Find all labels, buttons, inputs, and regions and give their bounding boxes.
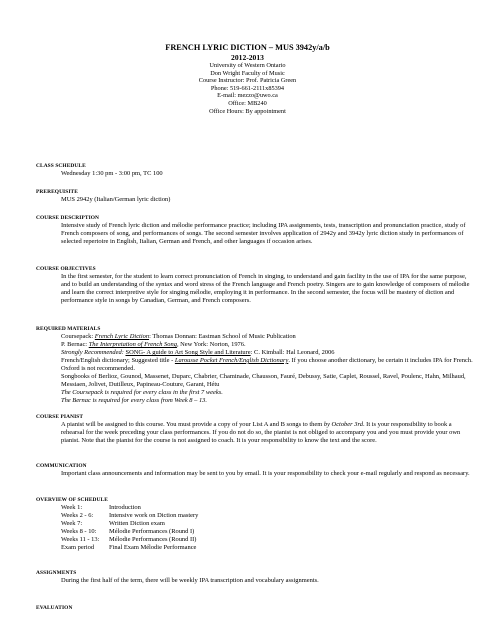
communication-heading: COMMUNICATION [36,463,87,469]
prerequisite-section [36,189,476,204]
coursepack-requirement-note: The Coursepack is required for every class in the first 7 weeks. [61,388,223,396]
course-description-heading: COURSE DESCRIPTION [36,215,100,221]
course-pianist-heading: COURSE PIANIST [36,414,84,420]
course-description-text: Intensive study of French lyric diction and mélodie performance practice; including IPA assignments, tests, transcription and pronunciation practice, study of French composers of song, and performances of songs. The second semester involves application of 2942y and 3942y lyric diction study in performances of selected repertoire in English, Italian, German and French, and other languages if occasion arises. [61,222,466,245]
course-title: FRENCH LYRIC DICTION – MUS 3942y/a/b [165,43,330,52]
course-objectives-text: In the first semester, for the student to learn correct pronunciation of French in singing, to understand and gain facility in the use of IPA for the same purpose, and to build an understanding of the syntax and word stress of the French language and French poetry. Singers are to gain knowledge of composers of mélodie and learn the correct interpretive style for singing mélodie, employing it in performance. In the second semester, the focus will be mastery of diction and performance style in songs by Canadian, German, and French composers. [61,273,470,304]
university-line: University of Western Ontario [209,62,286,69]
schedule-row: Week 1: Introduction [61,504,141,511]
office-hours-line: Office Hours: By appointment [209,107,286,115]
communication-text: Important class announcements and information may be sent to you by email. It is your responsibility to check your e-mail regularly and respond as necessary. [61,470,470,477]
evaluation-heading: EVALUATION [36,605,73,611]
course-objectives-heading: COURSE OBJECTIVES [36,266,96,272]
overview-schedule-heading: OVERVIEW OF SCHEDULE [36,497,108,503]
schedule-row: Week 7: Written Diction exam [61,519,165,527]
schedule-row: Exam period Final Exam Mélodie Performance [61,543,197,551]
assignments-section [36,570,476,585]
academic-year: 2012-2013 [231,53,264,62]
email-line: E-mail: mezzo@uwo.ca [217,92,278,100]
course-description-section [36,215,476,246]
bernac-requirement-note: The Bernac is required for every class from Week 8 – 13. [61,396,208,404]
required-materials-heading: REQUIRED MATERIALS [36,326,101,332]
pianist-deadline: by October 3rd [323,421,363,428]
bernac-line: P. Bernac: The Interpretation of French Song, New York: Norton, 1976. [61,340,246,348]
kimball-title: SONG- A guide to Art Song Style and Literature [125,348,251,356]
document-header [0,43,495,115]
recommended-line: Strongly Recommended: SONG- A guide to Art Song Style and Literature: C. Kimball: Hal Leonard, 2006 [61,348,335,356]
faculty-line: Don Wright Faculty of Music [210,69,285,77]
course-objectives-section [36,266,476,305]
schedule-row: Weeks 2 - 6: Intensive work on Diction mastery [61,511,199,519]
coursepack-title: French Lyric Diction [94,333,150,340]
communication-section [36,463,476,478]
course-pianist-section [36,414,476,445]
dictionary-line: French/English dictionary; Suggested title - Larousse Pocket French/English Dictionary. If you choose another dictionary, be certain it includes IPA for French. Oxford is not recommended. [61,356,473,372]
evaluation-section [36,605,476,612]
prerequisite-text: MUS 2942y (Italian/German lyric diction) [61,196,171,203]
dictionary-title: Larousse Pocket French/English Dictionary [174,356,289,364]
songbooks-line: Songbooks of Berlioz, Gounod, Massenet, Duparc, Chabrier, Chaminade, Chausson, Fauré, Debussy, Satie, Caplet, Roussel, Ravel, Poulenc, Hahn, Milhaud, Messiaen, Jolivet, Dutilleux, Papineau-Couture, Garant, Hétu [61,372,466,388]
class-schedule-heading: CLASS SCHEDULE [36,163,86,169]
required-materials-section [36,326,476,405]
coursepack-line: Coursepack: French Lyric Diction: Thomas Donnan: Eastman School of Music Publication [61,333,296,340]
class-schedule-section [36,163,476,178]
required-materials-list [61,333,476,405]
assignments-heading: ASSIGNMENTS [36,570,77,576]
assignments-text: During the first half of the term, there will be weekly IPA transcription and vocabulary assignments. [61,577,319,584]
overview-schedule-table [61,504,476,552]
prerequisite-heading: PREREQUISITE [36,189,78,195]
schedule-row: Weeks 11 - 13: Mélodie Performances (Round II) [61,535,197,543]
schedule-row: Weeks 8 - 10: Mélodie Performances (Round I) [61,527,195,535]
overview-schedule-section [36,497,476,552]
phone-line: Phone: 519-661-2111x85394 [210,84,285,92]
course-pianist-text: A pianist will be assigned to this course. You must provide a copy of your List A and B songs to them by October 3rd. It is your responsibility to book a rehearsal for the week preceding your class performances. If you do not do so, the pianist is not obliged to accompany you and you must provide your own pianist. Note that the pianist for the course is not assigned to coach. It is your responsibility to know the text and the score. [61,421,461,444]
office-line: Office: MB240 [228,99,267,107]
bernac-title: The Interpretation of French Song [88,340,177,348]
instructor-line: Course Instructor: Prof. Patricia Green [198,77,297,85]
class-schedule-text: Wednesday 1:30 pm - 3:00 pm, TC 100 [61,170,163,177]
